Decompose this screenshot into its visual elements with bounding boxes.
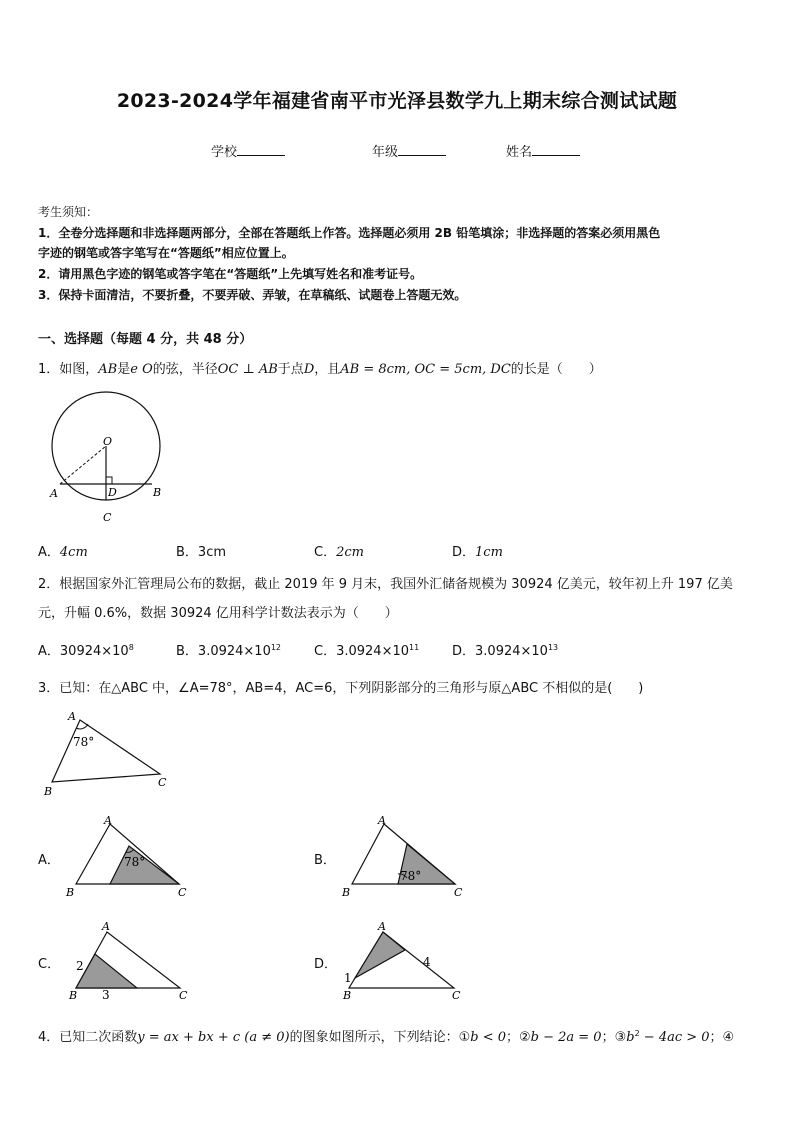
page-title: 2023-2024学年福建省南平市光泽县数学九上期末综合测试试题 bbox=[116, 90, 678, 112]
option-letter: B． bbox=[314, 853, 336, 868]
q1-option-b[interactable] bbox=[176, 541, 226, 560]
q1-text: 的弦，半径 bbox=[152, 362, 218, 377]
notice-line-3: 3．保持卡面清洁，不要折叠，不要弄破、弄皱，在草稿纸、试题卷上答题无效。 bbox=[38, 288, 467, 302]
option-letter: A． bbox=[38, 545, 60, 560]
q3-option-c-figure bbox=[62, 918, 192, 1006]
angle-label: 78° bbox=[73, 735, 95, 749]
q1-circle-symbol: e O bbox=[130, 362, 153, 377]
q2-option-d[interactable] bbox=[452, 640, 558, 659]
q4-conclusion-3: − 4ac > 0 bbox=[639, 1030, 710, 1045]
q1-option-d[interactable] bbox=[452, 541, 503, 560]
segment-label-3: 3 bbox=[102, 988, 110, 1002]
label-c: C bbox=[178, 886, 187, 899]
option-letter: B． bbox=[176, 644, 198, 659]
notice-line-1: 1．全卷分选择题和非选择题两部分，全部在答题纸上作答。选择题必须用 2B 铅笔填涂；非选择题的答案必须用黑色 bbox=[38, 226, 661, 240]
option-value: 3cm bbox=[197, 545, 227, 560]
q4-text: ；③ bbox=[601, 1030, 627, 1045]
q2-option-b[interactable] bbox=[176, 640, 281, 659]
label-d: D bbox=[108, 486, 117, 499]
segment-label-1: 1 bbox=[344, 971, 352, 985]
label-b: B bbox=[342, 886, 351, 899]
school-field bbox=[211, 141, 285, 160]
shaded-triangle bbox=[76, 954, 137, 988]
option-value: 2cm bbox=[336, 545, 364, 560]
q1-given: AB = 8cm, OC = 5cm, DC bbox=[340, 362, 511, 377]
label-a: A bbox=[104, 814, 112, 827]
question-2-line-2: 元，升幅 0.6%，数据 30924 亿用科学计数法表示为（ ） bbox=[38, 606, 398, 621]
name-blank bbox=[532, 143, 580, 156]
radius-oa-dashed bbox=[60, 446, 106, 484]
grade-blank bbox=[398, 143, 446, 156]
q3-option-a-figure bbox=[62, 812, 192, 900]
label-b: B bbox=[44, 785, 53, 798]
label-a: A bbox=[102, 920, 110, 933]
label-c: C bbox=[158, 776, 167, 789]
q4-conclusion-1: b < 0 bbox=[470, 1030, 506, 1045]
q4-text: 4．已知二次函数 bbox=[38, 1030, 138, 1045]
notice-line-1b: 字迹的钢笔或答字笔写在“答题纸”相应位置上。 bbox=[38, 246, 294, 260]
q4-text: 的图象如图所示，下列结论：① bbox=[289, 1030, 471, 1045]
question-1 bbox=[38, 358, 602, 377]
q1-text: 1．如图， bbox=[38, 362, 99, 377]
grade-label: 年级 bbox=[372, 145, 399, 160]
triangle-abc bbox=[52, 720, 160, 782]
notice-heading: 考生须知： bbox=[38, 205, 99, 219]
q3-option-b-figure bbox=[340, 812, 470, 900]
q1-text: ，且 bbox=[314, 362, 341, 377]
option-letter: A． bbox=[38, 853, 60, 868]
q3-option-d-figure bbox=[338, 918, 470, 1006]
grade-field bbox=[372, 141, 446, 160]
triangle-abc bbox=[349, 932, 454, 988]
section-heading: 一、选择题（每题 4 分，共 48 分） bbox=[38, 332, 253, 347]
q1-perpendicular: OC ⊥ AB bbox=[217, 362, 278, 377]
option-exponent: 12 bbox=[270, 643, 282, 652]
label-a: A bbox=[378, 920, 386, 933]
label-b: B bbox=[69, 989, 78, 1002]
label-b: B bbox=[343, 989, 352, 1002]
option-letter: A． bbox=[38, 644, 60, 659]
option-value: 1cm bbox=[475, 545, 503, 560]
question-4 bbox=[38, 1026, 734, 1045]
q2-option-c[interactable] bbox=[314, 640, 419, 659]
q3-option-a[interactable] bbox=[38, 849, 60, 868]
label-b: B bbox=[66, 886, 75, 899]
q3-option-d[interactable] bbox=[314, 953, 337, 972]
label-b: B bbox=[153, 486, 162, 499]
q1-circle-figure bbox=[46, 388, 176, 528]
option-value: 3.0924×10 bbox=[197, 644, 271, 659]
option-letter: B． bbox=[176, 545, 198, 560]
segment-label-4: 4 bbox=[423, 955, 431, 969]
q4-exponent: 2 bbox=[634, 1029, 640, 1038]
option-letter: C． bbox=[314, 545, 337, 560]
q3-option-c[interactable] bbox=[38, 953, 60, 972]
option-letter: D． bbox=[452, 545, 476, 560]
q4-text: ；④ bbox=[709, 1030, 735, 1045]
label-a: A bbox=[50, 487, 58, 500]
option-letter: C． bbox=[314, 644, 337, 659]
option-letter: D． bbox=[314, 957, 338, 972]
school-label: 学校 bbox=[211, 145, 238, 160]
q1-ab: AB bbox=[98, 362, 118, 377]
question-3: 3．已知：在△ABC 中，∠A=78°，AB=4，AC=6，下列阴影部分的三角形与原△ABC 不相似的是( ) bbox=[38, 681, 644, 696]
label-c: C bbox=[103, 511, 112, 524]
option-letter: C． bbox=[38, 957, 61, 972]
q1-text: 于点 bbox=[277, 362, 304, 377]
right-angle-mark bbox=[106, 477, 112, 484]
q2-option-a[interactable] bbox=[38, 640, 134, 659]
label-a: A bbox=[378, 814, 386, 827]
angle-label: 78° bbox=[124, 855, 146, 869]
option-exponent: 11 bbox=[409, 643, 420, 652]
angle-label: 78° bbox=[400, 869, 422, 883]
label-a: A bbox=[68, 710, 76, 723]
label-c: C bbox=[452, 989, 461, 1002]
option-value: 3.0924×10 bbox=[336, 644, 409, 659]
q1-option-c[interactable] bbox=[314, 541, 364, 560]
notice-line-2: 2．请用黑色字迹的钢笔或答字笔在“答题纸”上先填写姓名和准考证号。 bbox=[38, 267, 423, 281]
q1-text: 是 bbox=[117, 362, 131, 377]
q3-option-b[interactable] bbox=[314, 849, 336, 868]
q4-conclusion-2: b − 2a = 0 bbox=[530, 1030, 602, 1045]
shaded-triangle bbox=[355, 932, 405, 978]
option-letter: D． bbox=[452, 644, 476, 659]
q4-formula: y = ax + bx + c (a ≠ 0) bbox=[137, 1030, 290, 1045]
segment-label-2: 2 bbox=[76, 959, 84, 973]
option-value: 3.0924×10 bbox=[475, 644, 548, 659]
school-blank bbox=[237, 143, 285, 156]
q1-text: 的长是（ ） bbox=[510, 362, 602, 377]
label-c: C bbox=[179, 989, 188, 1002]
q1-option-a[interactable] bbox=[38, 541, 88, 560]
label-o: O bbox=[103, 435, 113, 448]
label-c: C bbox=[454, 886, 463, 899]
question-2-line-1: 2．根据国家外汇管理局公布的数据，截止 2019 年 9 月末，我国外汇储备规模为 30924 亿美元，较年初上升 197 亿美 bbox=[38, 577, 733, 592]
name-label: 姓名 bbox=[506, 145, 533, 160]
q4-conclusion-3: b bbox=[626, 1030, 635, 1045]
q1-point-d: D bbox=[303, 362, 315, 377]
option-value: 4cm bbox=[59, 545, 88, 560]
q4-text: ；② bbox=[505, 1030, 531, 1045]
option-value: 30924×10 bbox=[59, 644, 129, 659]
option-exponent: 8 bbox=[128, 643, 134, 652]
option-exponent: 13 bbox=[547, 643, 559, 652]
name-field bbox=[506, 141, 580, 160]
q3-original-triangle bbox=[40, 706, 180, 798]
